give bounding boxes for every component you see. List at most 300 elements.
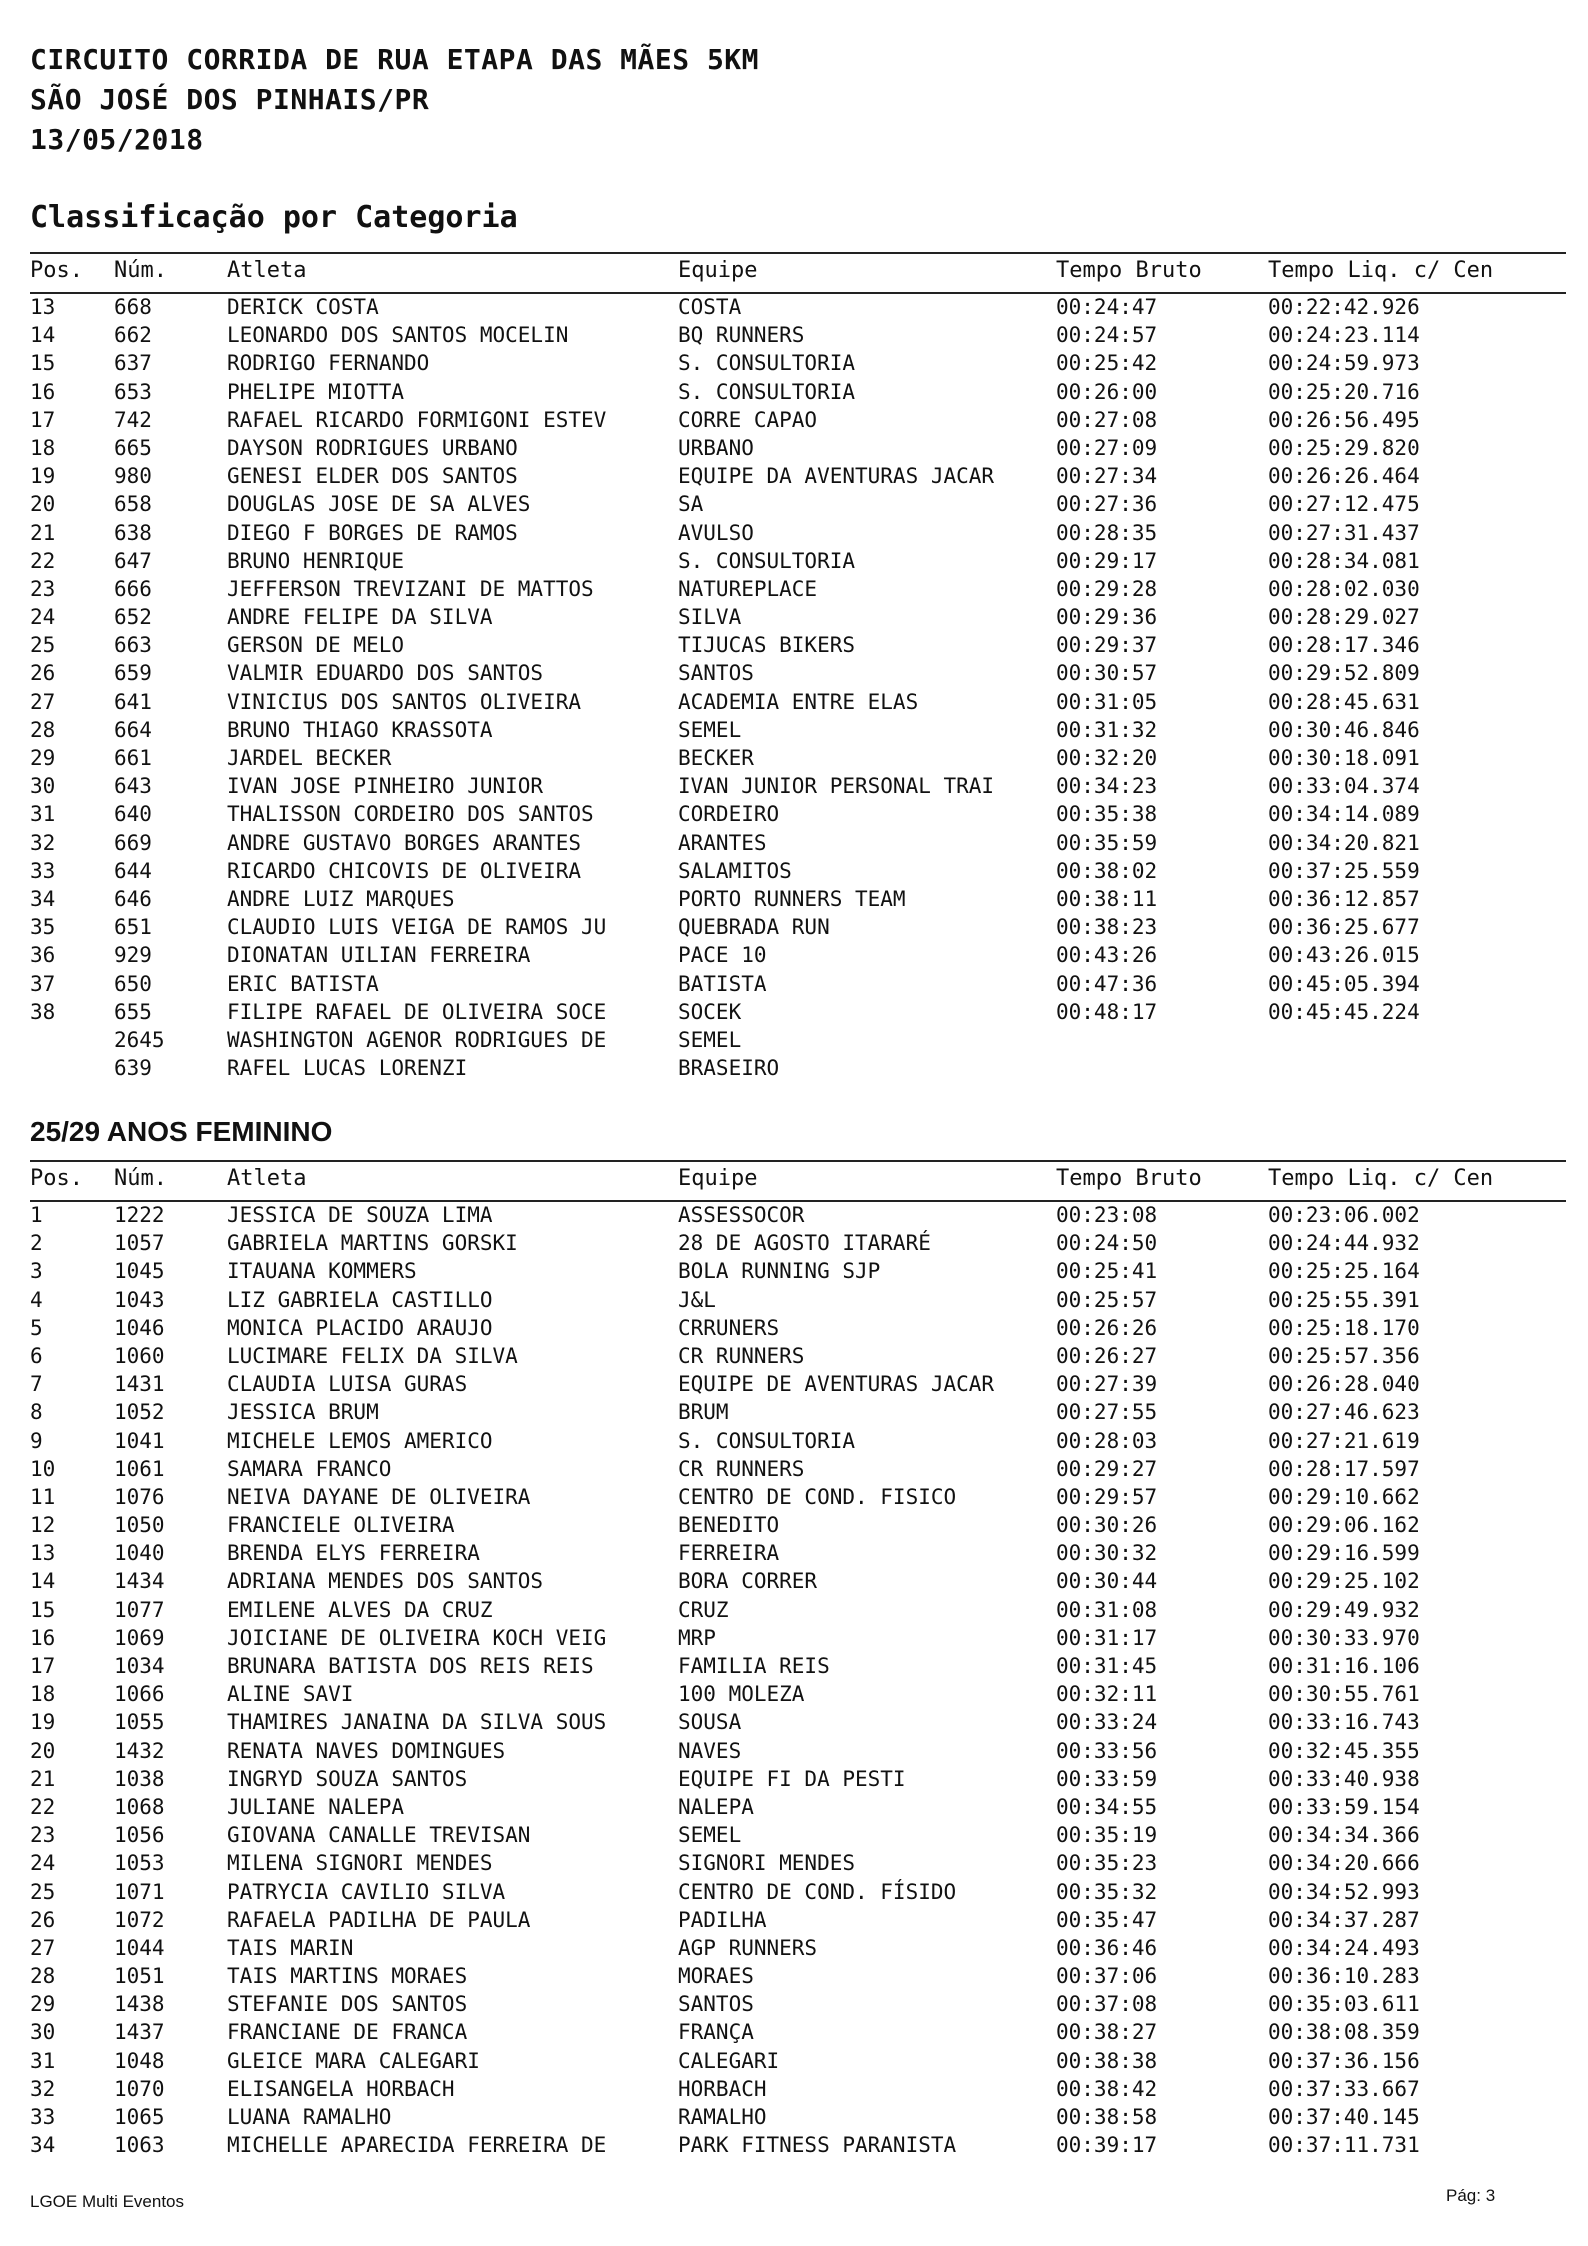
cell-tempo-bruto: 00:31:05 [1056, 689, 1158, 714]
cell-pos: 30 [30, 2020, 56, 2045]
cell-pos: 28 [30, 1964, 56, 1989]
cell-pos: 12 [30, 1513, 56, 1538]
cell-tempo-bruto: 00:31:45 [1056, 1654, 1158, 1678]
cell-pos: 6 [30, 1343, 43, 1368]
cell-num: 651 [114, 915, 152, 940]
table-header [30, 1160, 1566, 1202]
cell-tempo-bruto: 00:30:57 [1056, 661, 1158, 686]
table-row [30, 520, 1566, 548]
table-row [30, 350, 1566, 378]
cell-pos: 10 [30, 1456, 56, 1481]
table-header [30, 252, 1566, 294]
cell-tempo-bruto: 00:29:57 [1056, 1484, 1158, 1509]
table-row [30, 1512, 1566, 1540]
cell-num: 1437 [114, 2020, 165, 2045]
cell-tempo-bruto: 00:38:02 [1056, 858, 1158, 883]
cell-atleta: RICARDO CHICOVIS DE OLIVEIRA [227, 858, 582, 883]
cell-equipe: MORAES [678, 1964, 754, 1989]
cell-equipe: CALEGARI [678, 2048, 780, 2073]
cell-tempo-bruto: 00:32:20 [1056, 746, 1158, 770]
cell-tempo-liq: 00:34:20.821 [1268, 830, 1420, 855]
cell-atleta: GERSON DE MELO [227, 633, 405, 658]
cell-tempo-liq: 00:25:25.164 [1268, 1259, 1420, 1284]
cell-tempo-liq: 00:24:23.114 [1268, 323, 1420, 348]
table-row [30, 1568, 1566, 1596]
cell-pos: 11 [30, 1484, 56, 1509]
col-pos: Pos. [30, 1166, 83, 1191]
document-header [30, 40, 759, 160]
cell-atleta: GABRIELA MARTINS GORSKI [227, 1231, 518, 1256]
cell-equipe: SANTOS [678, 1992, 754, 2017]
table-row [30, 1540, 1566, 1568]
cell-tempo-liq: 00:24:59.973 [1268, 351, 1420, 376]
cell-num: 668 [114, 295, 152, 319]
table-row [30, 1055, 1566, 1083]
cell-tempo-liq: 00:34:14.089 [1268, 802, 1420, 827]
event-location: SÃO JOSÉ DOS PINHAIS/PR [30, 83, 430, 116]
cell-pos: 29 [30, 746, 56, 770]
cell-atleta: BRUNARA BATISTA DOS REIS REIS [227, 1654, 594, 1678]
cell-tempo-liq: 00:24:44.932 [1268, 1231, 1420, 1256]
cell-atleta: MICHELE LEMOS AMERICO [227, 1428, 493, 1453]
cell-atleta: ITAUANA KOMMERS [227, 1259, 417, 1284]
cell-tempo-bruto: 00:25:57 [1056, 1287, 1158, 1312]
cell-pos: 18 [30, 1682, 56, 1707]
cell-tempo-liq: 00:29:25.102 [1268, 1569, 1420, 1594]
cell-tempo-liq: 00:28:17.597 [1268, 1456, 1420, 1481]
cell-tempo-liq: 00:29:16.599 [1268, 1541, 1420, 1566]
results-table-2 [30, 1160, 1566, 2160]
cell-equipe: SIGNORI MENDES [678, 1851, 856, 1876]
cell-atleta: FRANCIANE DE FRANCA [227, 2020, 468, 2045]
cell-tempo-liq: 00:37:11.731 [1268, 2133, 1420, 2158]
footer-organizer: LGOE Multi Eventos [30, 2192, 185, 2211]
col-atleta: Atleta [227, 258, 307, 283]
cell-atleta: RAFAELA PADILHA DE PAULA [227, 1907, 531, 1932]
cell-num: 647 [114, 548, 152, 573]
cell-pos: 3 [30, 1259, 43, 1284]
cell-equipe: BRUM [678, 1400, 729, 1425]
cell-atleta: RAFAEL RICARDO FORMIGONI ESTEV [227, 407, 607, 432]
cell-pos: 24 [30, 605, 56, 630]
cell-tempo-liq: 00:28:45.631 [1268, 689, 1420, 714]
cell-atleta: JEFFERSON TREVIZANI DE MATTOS [227, 576, 594, 601]
cell-equipe: BATISTA [678, 971, 767, 996]
cell-num: 1041 [114, 1428, 165, 1453]
cell-tempo-liq: 00:29:49.932 [1268, 1597, 1420, 1622]
cell-num: 1045 [114, 1259, 165, 1284]
cell-tempo-bruto: 00:34:23 [1056, 774, 1158, 799]
cell-tempo-bruto: 00:37:08 [1056, 1992, 1158, 2017]
cell-pos: 34 [30, 2133, 56, 2158]
cell-pos: 30 [30, 774, 56, 799]
cell-tempo-liq: 00:33:04.374 [1268, 774, 1420, 799]
cell-tempo-bruto: 00:24:50 [1056, 1231, 1158, 1256]
cell-equipe: FRANÇA [678, 2020, 754, 2045]
table-body [30, 294, 1566, 1083]
cell-atleta: MONICA PLACIDO ARAUJO [227, 1315, 493, 1340]
cell-equipe: EQUIPE DE AVENTURAS JACAR [678, 1372, 995, 1397]
cell-pos: 15 [30, 351, 56, 376]
results-table-1 [30, 252, 1566, 1083]
table-row [30, 942, 1566, 970]
cell-tempo-bruto: 00:38:42 [1056, 2076, 1158, 2101]
cell-pos: 16 [30, 1625, 56, 1650]
cell-atleta: THALISSON CORDEIRO DOS SANTOS [227, 802, 594, 827]
table-row [30, 830, 1566, 858]
cell-tempo-bruto: 00:39:17 [1056, 2133, 1158, 2158]
cell-tempo-liq: 00:25:57.356 [1268, 1343, 1420, 1368]
cell-tempo-liq: 00:34:34.366 [1268, 1823, 1420, 1848]
table-row [30, 435, 1566, 463]
cell-pos: 13 [30, 295, 56, 319]
cell-equipe: NATUREPLACE [678, 576, 818, 601]
cell-equipe: CENTRO DE COND. FÍSIDO [678, 1879, 957, 1904]
table-row [30, 1230, 1566, 1258]
cell-tempo-bruto: 00:34:55 [1056, 1794, 1158, 1819]
cell-atleta: GIOVANA CANALLE TREVISAN [227, 1823, 531, 1848]
table-row [30, 886, 1566, 914]
table-row [30, 604, 1566, 632]
table-row [30, 801, 1566, 829]
cell-num: 1055 [114, 1710, 165, 1735]
col-tempo-bruto: Tempo Bruto [1056, 258, 1202, 283]
cell-tempo-bruto: 00:29:27 [1056, 1456, 1158, 1481]
table-row [30, 1399, 1566, 1427]
table-row [30, 407, 1566, 435]
cell-pos: 8 [30, 1400, 43, 1425]
cell-tempo-liq: 00:37:25.559 [1268, 858, 1420, 883]
cell-num: 1065 [114, 2105, 165, 2129]
cell-pos: 24 [30, 1851, 56, 1876]
cell-pos: 17 [30, 1654, 56, 1678]
cell-pos: 4 [30, 1287, 43, 1312]
cell-atleta: CLAUDIA LUISA GURAS [227, 1372, 468, 1397]
table-row [30, 1287, 1566, 1315]
table-row [30, 745, 1566, 773]
table-row [30, 1794, 1566, 1822]
cell-equipe: BOLA RUNNING SJP [678, 1259, 881, 1284]
cell-tempo-bruto: 00:27:55 [1056, 1400, 1158, 1425]
cell-pos: 25 [30, 633, 56, 658]
cell-tempo-liq: 00:45:45.224 [1268, 999, 1420, 1024]
cell-tempo-bruto: 00:48:17 [1056, 999, 1158, 1024]
cell-atleta: ADRIANA MENDES DOS SANTOS [227, 1569, 544, 1594]
cell-tempo-liq: 00:31:16.106 [1268, 1654, 1420, 1678]
cell-num: 655 [114, 999, 152, 1024]
cell-atleta: TAIS MARTINS MORAES [227, 1964, 468, 1989]
cell-tempo-liq: 00:30:46.846 [1268, 717, 1420, 742]
cell-pos: 21 [30, 1766, 56, 1791]
cell-equipe: 28 DE AGOSTO ITARARÉ [678, 1231, 931, 1256]
cell-tempo-bruto: 00:38:11 [1056, 886, 1158, 911]
cell-atleta: RODRIGO FERNANDO [227, 351, 430, 376]
table-body [30, 1202, 1566, 2160]
cell-num: 1057 [114, 1231, 165, 1256]
cell-equipe: PADILHA [678, 1907, 767, 1932]
cell-tempo-bruto: 00:33:59 [1056, 1766, 1158, 1791]
cell-tempo-bruto: 00:27:34 [1056, 464, 1158, 489]
cell-pos: 5 [30, 1315, 43, 1340]
cell-tempo-bruto: 00:25:41 [1056, 1259, 1158, 1284]
cell-tempo-bruto: 00:29:36 [1056, 605, 1158, 630]
cell-tempo-bruto: 00:25:42 [1056, 351, 1158, 376]
cell-atleta: GENESI ELDER DOS SANTOS [227, 464, 518, 489]
table-row [30, 1625, 1566, 1653]
cell-atleta: ANDRE GUSTAVO BORGES ARANTES [227, 830, 582, 855]
cell-atleta: DIONATAN UILIAN FERREIRA [227, 943, 531, 968]
cell-atleta: JARDEL BECKER [227, 746, 392, 770]
cell-equipe: ASSESSOCOR [678, 1203, 805, 1227]
cell-tempo-liq: 00:29:52.809 [1268, 661, 1420, 686]
cell-equipe: QUEBRADA RUN [678, 915, 830, 940]
cell-tempo-liq: 00:34:20.666 [1268, 1851, 1420, 1876]
cell-equipe: PACE 10 [678, 943, 767, 968]
cell-equipe: BQ RUNNERS [678, 323, 805, 348]
cell-equipe: RAMALHO [678, 2105, 767, 2129]
cell-tempo-liq: 00:28:17.346 [1268, 633, 1420, 658]
cell-num: 646 [114, 886, 152, 911]
cell-num: 1431 [114, 1372, 165, 1397]
cell-pos: 14 [30, 1569, 56, 1594]
cell-tempo-bruto: 00:43:26 [1056, 943, 1158, 968]
cell-equipe: CR RUNNERS [678, 1456, 805, 1481]
col-tempo-bruto: Tempo Bruto [1056, 1166, 1202, 1191]
cell-pos: 23 [30, 576, 56, 601]
cell-equipe: CENTRO DE COND. FISICO [678, 1484, 957, 1509]
cell-atleta: BRENDA ELYS FERREIRA [227, 1541, 480, 1566]
cell-atleta: RENATA NAVES DOMINGUES [227, 1738, 506, 1763]
cell-equipe: HORBACH [678, 2076, 767, 2101]
table-row [30, 379, 1566, 407]
cell-atleta: VINICIUS DOS SANTOS OLIVEIRA [227, 689, 582, 714]
col-equipe: Equipe [678, 1166, 758, 1191]
cell-tempo-bruto: 00:35:59 [1056, 830, 1158, 855]
cell-num: 658 [114, 492, 152, 517]
cell-equipe: URBANO [678, 435, 754, 460]
cell-tempo-liq: 00:27:46.623 [1268, 1400, 1420, 1425]
cell-pos: 32 [30, 830, 56, 855]
cell-pos: 18 [30, 435, 56, 460]
cell-atleta: JESSICA DE SOUZA LIMA [227, 1203, 493, 1227]
cell-atleta: RAFEL LUCAS LORENZI [227, 1056, 468, 1081]
cell-equipe: SOCEK [678, 999, 742, 1024]
cell-tempo-liq: 00:28:34.081 [1268, 548, 1420, 573]
cell-atleta: IVAN JOSE PINHEIRO JUNIOR [227, 774, 544, 799]
cell-equipe: PORTO RUNNERS TEAM [678, 886, 906, 911]
cell-tempo-bruto: 00:35:23 [1056, 1851, 1158, 1876]
cell-equipe: S. CONSULTORIA [678, 379, 856, 404]
cell-num: 1046 [114, 1315, 165, 1340]
cell-num: 1060 [114, 1343, 165, 1368]
cell-pos: 38 [30, 999, 56, 1024]
cell-tempo-bruto: 00:35:38 [1056, 802, 1158, 827]
cell-tempo-liq: 00:25:20.716 [1268, 379, 1420, 404]
table-row [30, 1766, 1566, 1794]
table-row [30, 1371, 1566, 1399]
cell-tempo-bruto: 00:36:46 [1056, 1935, 1158, 1960]
cell-pos: 22 [30, 548, 56, 573]
cell-num: 659 [114, 661, 152, 686]
cell-num: 742 [114, 407, 152, 432]
cell-tempo-bruto: 00:31:08 [1056, 1597, 1158, 1622]
cell-pos: 20 [30, 492, 56, 517]
table-row [30, 1738, 1566, 1766]
cell-num: 661 [114, 746, 152, 770]
cell-equipe: TIJUCAS BIKERS [678, 633, 856, 658]
table-row [30, 2048, 1566, 2076]
cell-pos: 7 [30, 1372, 43, 1397]
cell-tempo-bruto: 00:24:47 [1056, 295, 1158, 319]
cell-atleta: DIEGO F BORGES DE RAMOS [227, 520, 518, 545]
cell-tempo-liq: 00:45:05.394 [1268, 971, 1420, 996]
table-row [30, 1709, 1566, 1737]
cell-num: 640 [114, 802, 152, 827]
cell-atleta: PHELIPE MIOTTA [227, 379, 405, 404]
table-row [30, 971, 1566, 999]
table-row [30, 660, 1566, 688]
cell-atleta: JESSICA BRUM [227, 1400, 379, 1425]
col-num: Núm. [114, 1166, 167, 1191]
cell-num: 637 [114, 351, 152, 376]
table-row [30, 1258, 1566, 1286]
cell-equipe: CORDEIRO [678, 802, 780, 827]
cell-equipe: FERREIRA [678, 1541, 780, 1566]
cell-tempo-bruto: 00:23:08 [1056, 1203, 1158, 1227]
cell-atleta: GLEICE MARA CALEGARI [227, 2048, 480, 2073]
cell-num: 650 [114, 971, 152, 996]
cell-num: 1063 [114, 2133, 165, 2158]
cell-tempo-bruto: 00:27:39 [1056, 1372, 1158, 1397]
cell-tempo-liq: 00:26:26.464 [1268, 464, 1420, 489]
cell-num: 643 [114, 774, 152, 799]
table-row [30, 1597, 1566, 1625]
category-title: 25/29 ANOS FEMININO [30, 1116, 333, 1147]
cell-tempo-liq: 00:33:16.743 [1268, 1710, 1420, 1735]
cell-tempo-liq: 00:30:55.761 [1268, 1682, 1420, 1707]
table-row [30, 1879, 1566, 1907]
table-row [30, 1343, 1566, 1371]
cell-atleta: JULIANE NALEPA [227, 1794, 405, 1819]
page-label: Pág: [1446, 2186, 1481, 2205]
cell-tempo-bruto: 00:31:32 [1056, 717, 1158, 742]
table-row [30, 999, 1566, 1027]
cell-num: 1069 [114, 1625, 165, 1650]
section-title: Classificação por Categoria [30, 200, 518, 235]
cell-num: 669 [114, 830, 152, 855]
cell-tempo-bruto: 00:28:35 [1056, 520, 1158, 545]
cell-num: 1432 [114, 1738, 165, 1763]
cell-tempo-liq: 00:34:52.993 [1268, 1879, 1420, 1904]
cell-equipe: BENEDITO [678, 1513, 780, 1538]
table-row [30, 1027, 1566, 1055]
cell-num: 1053 [114, 1851, 165, 1876]
cell-equipe: EQUIPE DA AVENTURAS JACAR [678, 464, 995, 489]
cell-tempo-bruto: 00:28:03 [1056, 1428, 1158, 1453]
cell-num: 1072 [114, 1907, 165, 1932]
cell-tempo-liq: 00:34:24.493 [1268, 1935, 1420, 1960]
cell-equipe: BECKER [678, 746, 754, 770]
cell-tempo-bruto: 00:35:32 [1056, 1879, 1158, 1904]
cell-tempo-bruto: 00:30:32 [1056, 1541, 1158, 1566]
table-row [30, 1653, 1566, 1681]
cell-atleta: ANDRE FELIPE DA SILVA [227, 605, 493, 630]
cell-tempo-liq: 00:30:18.091 [1268, 746, 1420, 770]
cell-tempo-liq: 00:28:29.027 [1268, 605, 1420, 630]
cell-tempo-liq: 00:25:55.391 [1268, 1287, 1420, 1312]
table-row [30, 1315, 1566, 1343]
cell-equipe: ACADEMIA ENTRE ELAS [678, 689, 919, 714]
cell-atleta: ALINE SAVI [227, 1682, 354, 1707]
cell-tempo-liq: 00:37:36.156 [1268, 2048, 1420, 2073]
table-row [30, 689, 1566, 717]
cell-tempo-bruto: 00:27:09 [1056, 435, 1158, 460]
cell-tempo-liq: 00:27:21.619 [1268, 1428, 1420, 1453]
cell-pos: 1 [30, 1203, 43, 1227]
col-num: Núm. [114, 258, 167, 283]
cell-tempo-bruto: 00:26:27 [1056, 1343, 1158, 1368]
cell-pos: 2 [30, 1231, 43, 1256]
cell-num: 1434 [114, 1569, 165, 1594]
col-atleta: Atleta [227, 1166, 307, 1191]
cell-pos: 31 [30, 2048, 56, 2073]
cell-num: 1038 [114, 1766, 165, 1791]
table-row [30, 1202, 1566, 1230]
table-row [30, 914, 1566, 942]
cell-num: 664 [114, 717, 152, 742]
cell-num: 1076 [114, 1484, 165, 1509]
cell-num: 1068 [114, 1794, 165, 1819]
cell-tempo-bruto: 00:47:36 [1056, 971, 1158, 996]
cell-num: 929 [114, 943, 152, 968]
cell-num: 662 [114, 323, 152, 348]
cell-tempo-bruto: 00:38:27 [1056, 2020, 1158, 2045]
table-row [30, 294, 1566, 322]
cell-tempo-bruto: 00:24:57 [1056, 323, 1158, 348]
cell-pos: 19 [30, 464, 56, 489]
cell-pos: 35 [30, 915, 56, 940]
cell-equipe: FAMILIA REIS [678, 1654, 830, 1678]
event-date: 13/05/2018 [30, 123, 204, 156]
cell-equipe: J&L [678, 1287, 716, 1312]
cell-equipe: SOUSA [678, 1710, 742, 1735]
page-number: 3 [1485, 2186, 1496, 2205]
cell-pos: 27 [30, 1935, 56, 1960]
cell-atleta: FILIPE RAFAEL DE OLIVEIRA SOCE [227, 999, 607, 1024]
cell-atleta: ERIC BATISTA [227, 971, 379, 996]
table-row [30, 1935, 1566, 1963]
cell-num: 653 [114, 379, 152, 404]
cell-num: 1077 [114, 1597, 165, 1622]
cell-atleta: FRANCIELE OLIVEIRA [227, 1513, 455, 1538]
cell-atleta: LUCIMARE FELIX DA SILVA [227, 1343, 518, 1368]
cell-pos: 33 [30, 858, 56, 883]
table-row [30, 322, 1566, 350]
cell-pos: 33 [30, 2105, 56, 2129]
table-row [30, 1991, 1566, 2019]
cell-equipe: AGP RUNNERS [678, 1935, 818, 1960]
cell-pos: 26 [30, 1907, 56, 1932]
cell-atleta: STEFANIE DOS SANTOS [227, 1992, 468, 2017]
cell-tempo-bruto: 00:26:00 [1056, 379, 1158, 404]
cell-equipe: S. CONSULTORIA [678, 548, 856, 573]
cell-tempo-bruto: 00:29:37 [1056, 633, 1158, 658]
cell-equipe: COSTA [678, 295, 742, 319]
cell-atleta: NEIVA DAYANE DE OLIVEIRA [227, 1484, 531, 1509]
cell-tempo-liq: 00:36:25.677 [1268, 915, 1420, 940]
cell-num: 663 [114, 633, 152, 658]
cell-pos: 17 [30, 407, 56, 432]
